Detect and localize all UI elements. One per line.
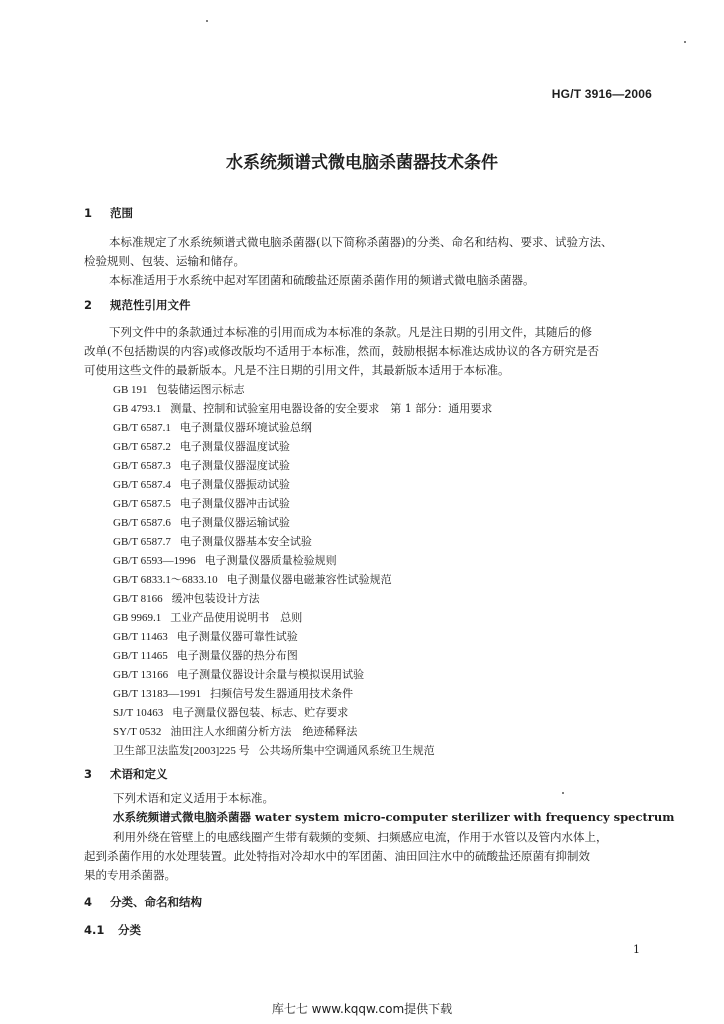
reference-item <box>113 438 290 454</box>
reference-title: 电子测量仪器的热分布图 <box>176 649 298 662</box>
reference-title: 电子测量仪器环境试验总纲 <box>179 421 312 434</box>
scan-speck <box>684 41 686 43</box>
paragraph-line: 果的专用杀菌器。 <box>84 868 176 882</box>
reference-code: GB/T 11463 <box>113 631 168 643</box>
paragraph-line: 改单(不包括勘误的内容)或修改版均不适用于本标准，然而，鼓励根据本标准达成协议的各方研究是否 <box>84 344 599 358</box>
reference-item <box>113 628 298 644</box>
reference-code: GB/T 11465 <box>113 650 168 662</box>
section-number: 2 <box>84 298 93 312</box>
reference-item <box>113 685 353 701</box>
reference-item <box>113 571 392 587</box>
reference-code: GB/T 6587.7 <box>113 536 171 548</box>
section-title: 术语和定义 <box>110 767 168 781</box>
scan-speck <box>206 20 208 22</box>
section-number: 3 <box>84 767 93 781</box>
reference-code: GB/T 13166 <box>113 669 169 681</box>
reference-title: 电子测量仪器可靠性试验 <box>176 630 298 643</box>
reference-item <box>113 723 357 739</box>
reference-item <box>113 647 298 663</box>
reference-item <box>113 609 302 625</box>
paragraph-line: 可使用这些文件的最新版本。凡是不注日期的引用文件，其最新版本适用于本标准。 <box>84 363 510 377</box>
reference-title: 公共场所集中空调通风系统卫生规范 <box>258 744 435 757</box>
reference-code: GB/T 13183—1991 <box>113 688 202 700</box>
reference-code: GB/T 6587.2 <box>113 441 171 453</box>
paragraph-line: 起到杀菌作用的水处理装置。此处特指对冷却水中的军团菌、油田回注水中的硫酸盐还原菌有抑制效 <box>84 849 590 863</box>
reference-code: GB/T 8166 <box>113 593 163 605</box>
subsection-number: 4.1 <box>84 923 105 937</box>
section-title: 范围 <box>110 206 133 220</box>
reference-title: 油田注人水细菌分析方法 绝迹稀释法 <box>170 725 358 738</box>
reference-code: GB/T 6587.1 <box>113 422 171 434</box>
reference-title: 电子测量仪器设计余量与模拟误用试验 <box>177 668 365 681</box>
reference-code: GB/T 6587.6 <box>113 517 171 529</box>
reference-code: GB 4793.1 <box>113 403 162 415</box>
reference-item <box>113 742 435 758</box>
section-title: 分类、命名和结构 <box>110 895 202 909</box>
subsection-4-1-heading <box>84 922 141 938</box>
reference-code: GB/T 6833.1～6833.10 <box>113 574 218 586</box>
reference-item <box>113 666 364 682</box>
reference-title: 电子测量仪器电磁兼容性试验规范 <box>226 573 392 586</box>
paragraph-line: 下列术语和定义适用于本标准。 <box>113 791 274 805</box>
scan-speck <box>562 792 564 794</box>
section-1-heading <box>84 205 133 221</box>
paragraph-line: 下列文件中的条款通过本标准的引用而成为本标准的条款。凡是注日期的引用文件，其随后的修 <box>109 325 592 339</box>
section-2-heading <box>84 297 191 313</box>
reference-item <box>113 590 260 606</box>
reference-item <box>113 400 492 416</box>
section-3-heading <box>84 766 168 782</box>
reference-item <box>113 381 245 397</box>
reference-title: 扫频信号发生器通用技术条件 <box>210 687 354 700</box>
reference-item <box>113 457 290 473</box>
reference-code: GB/T 6587.5 <box>113 498 171 510</box>
reference-item <box>113 419 312 435</box>
reference-title: 电子测量仪器振动试验 <box>179 478 290 491</box>
reference-item <box>113 476 290 492</box>
reference-item <box>113 552 337 568</box>
reference-code: 卫生部卫法监发[2003]225 号 <box>113 745 250 757</box>
reference-item <box>113 514 290 530</box>
reference-code: GB/T 6587.4 <box>113 479 171 491</box>
section-number: 1 <box>84 206 93 220</box>
reference-code: GB/T 6593—1996 <box>113 555 196 567</box>
reference-code: GB 191 <box>113 384 148 396</box>
paragraph-line: 检验规则、包装、运输和储存。 <box>84 254 245 268</box>
section-4-heading <box>84 894 202 910</box>
reference-title: 包装储运图示标志 <box>156 383 245 396</box>
reference-code: SJ/T 10463 <box>113 707 164 719</box>
section-number: 4 <box>84 895 93 909</box>
paragraph-line: 利用外绕在管壁上的电感线圈产生带有载频的变频、扫频感应电流，作用于水管以及管内水体上， <box>113 830 608 844</box>
term-heading: 水系统频谱式微电脑杀菌器 water system micro-computer sterilizer with frequency spectrum <box>113 810 675 824</box>
reference-code: GB 9969.1 <box>113 612 162 624</box>
reference-title: 电子测量仪器质量检验规则 <box>204 554 337 567</box>
reference-item <box>113 495 290 511</box>
reference-title: 电子测量仪器温度试验 <box>179 440 290 453</box>
standard-code: HG/T 3916—2006 <box>551 87 652 101</box>
footer-download-note: 库七七 www.kqqw.com提供下载 <box>271 1002 453 1016</box>
reference-title: 工业产品使用说明书 总则 <box>170 611 303 624</box>
reference-item <box>113 704 348 720</box>
reference-title: 电子测量仪器包装、标志、贮存要求 <box>172 706 349 719</box>
reference-title: 电子测量仪器运输试验 <box>179 516 290 529</box>
reference-title: 测量、控制和试验室用电器设备的安全要求 第 1 部分：通用要求 <box>170 402 493 415</box>
subsection-title: 分类 <box>118 923 141 937</box>
reference-item <box>113 533 312 549</box>
reference-title: 电子测量仪器基本安全试验 <box>179 535 312 548</box>
section-title: 规范性引用文件 <box>110 298 191 312</box>
reference-code: SY/T 0532 <box>113 726 162 738</box>
reference-title: 电子测量仪器湿度试验 <box>179 459 290 472</box>
reference-code: GB/T 6587.3 <box>113 460 171 472</box>
document-title: 水系统频谱式微电脑杀菌器技术条件 <box>226 153 498 173</box>
reference-title: 缓冲包装设计方法 <box>171 592 260 605</box>
page-number: 1 <box>633 943 640 956</box>
reference-title: 电子测量仪器冲击试验 <box>179 497 290 510</box>
paragraph-line: 本标准适用于水系统中起对军团菌和硫酸盐还原菌杀菌作用的频谱式微电脑杀菌器。 <box>109 273 535 287</box>
paragraph-line: 本标准规定了水系统频谱式微电脑杀菌器(以下简称杀菌器)的分类、命名和结构、要求、试验方法、 <box>109 235 613 249</box>
